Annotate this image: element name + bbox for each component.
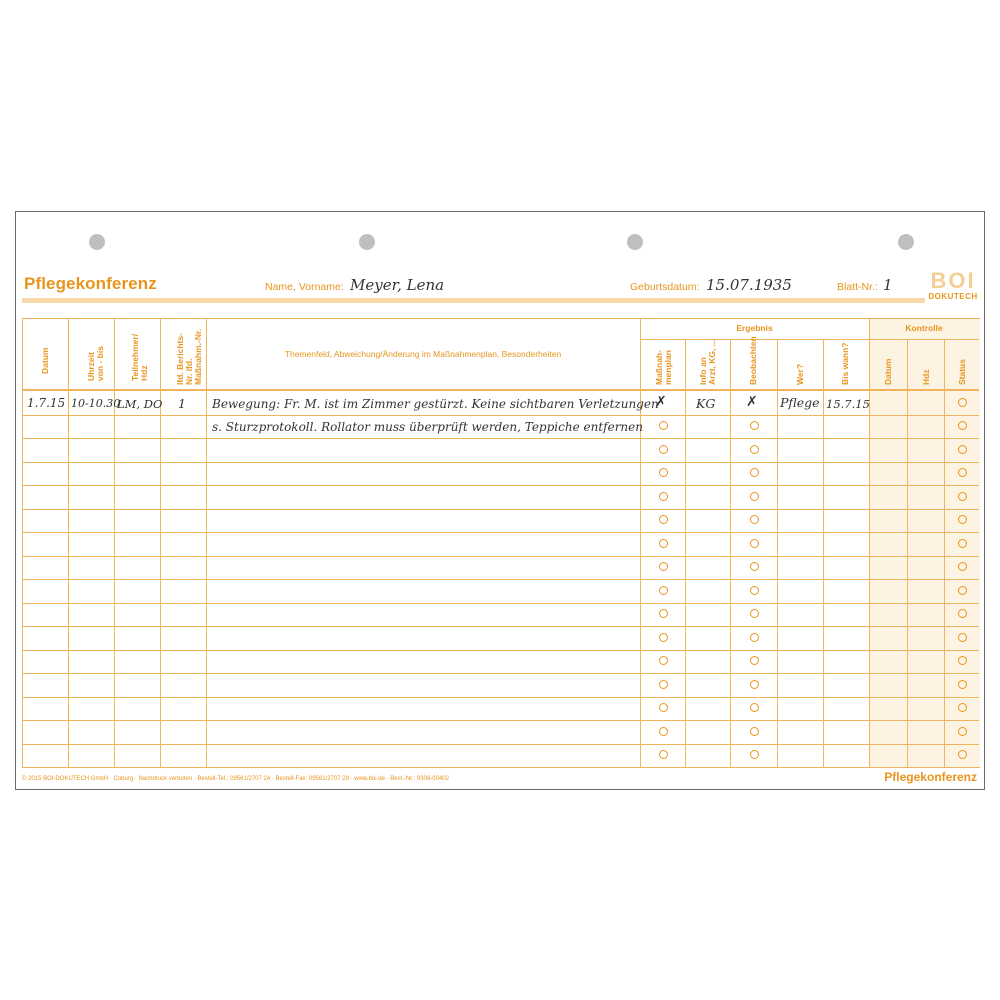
column-divider <box>944 339 945 767</box>
footer-title: Pflegekonferenz <box>884 770 977 784</box>
checkbox-circle[interactable] <box>750 515 759 524</box>
row-line <box>23 556 979 557</box>
row-line <box>23 673 979 674</box>
checkbox-circle[interactable] <box>958 680 967 689</box>
row1-wer[interactable]: Pflege <box>780 395 820 410</box>
checkbox-circle[interactable] <box>659 656 668 665</box>
checkbox-circle[interactable] <box>659 445 668 454</box>
column-divider <box>685 339 686 767</box>
row-line <box>23 720 979 721</box>
footer-imprint: © 2015 BOI-DOKUTECH GmbH · Coburg · Nachdruck verboten · Bestell-Tel.: 09561/2707 24 · Bestell-Fax: 09561/2707 29 · www.boi.de · Best.-Nr.: 9306-00402 <box>22 776 449 782</box>
checkbox-circle[interactable] <box>659 703 668 712</box>
column-divider <box>114 319 115 767</box>
name-label: Name, Vorname: <box>265 281 344 293</box>
row-line <box>23 462 979 463</box>
row1-datum[interactable]: 1.7.15 <box>27 396 66 410</box>
birthdate-value[interactable]: 15.07.1935 <box>706 276 792 294</box>
header-massnahmenplan: Maßnah- menplan <box>654 350 673 385</box>
checkbox-circle[interactable] <box>659 468 668 477</box>
column-divider <box>869 319 870 767</box>
row1-info[interactable]: KG <box>696 396 716 411</box>
header-themenfeld: Themenfeld, Abweichung/Änderung im Maßnahmenplan, Besonderheiten <box>284 349 562 359</box>
checkbox-circle[interactable] <box>958 492 967 501</box>
column-divider <box>206 319 207 767</box>
checkbox-circle[interactable] <box>958 445 967 454</box>
header-kontrolle-hdz: Hdz <box>921 369 931 385</box>
header-ergebnis: Ergebnis <box>736 323 773 333</box>
row1-bis-wann[interactable]: 15.7.15 <box>826 397 870 411</box>
checkbox-circle[interactable] <box>659 680 668 689</box>
row1-themenfeld[interactable]: Bewegung: Fr. M. ist im Zimmer gestürzt. Keine sichtbaren Verletzungen <box>212 397 659 411</box>
checkbox-circle[interactable] <box>750 633 759 642</box>
birthdate-label: Geburtsdatum: <box>630 281 700 293</box>
form-title: Pflegekonferenz <box>24 274 157 293</box>
row1-lfd-nr[interactable]: 1 <box>178 396 186 411</box>
checkbox-circle[interactable] <box>750 468 759 477</box>
header-bottom-line <box>23 389 979 391</box>
checkbox-circle[interactable] <box>750 656 759 665</box>
header-underline <box>22 298 925 303</box>
checkbox-circle[interactable] <box>750 492 759 501</box>
punch-hole <box>359 234 375 250</box>
row-line <box>23 509 979 510</box>
checkbox-circle[interactable] <box>958 586 967 595</box>
header-bis-wann: Bis wann? <box>840 342 850 385</box>
checkbox-circle[interactable] <box>659 727 668 736</box>
checkbox-circle[interactable] <box>659 539 668 548</box>
checkbox-circle[interactable] <box>659 515 668 524</box>
column-divider <box>907 339 908 767</box>
checkbox-circle[interactable] <box>750 727 759 736</box>
row1-uhrzeit[interactable]: 10-10.30 <box>71 397 121 410</box>
row2-themenfeld[interactable]: s. Sturzprotokoll. Rollator muss überprüft werden, Teppiche entfernen <box>212 420 643 434</box>
row-line <box>23 579 979 580</box>
logo-text: DOKUTECH <box>928 292 978 301</box>
conference-table <box>22 318 980 768</box>
checkbox-circle[interactable] <box>659 609 668 618</box>
logo-mark: BOI <box>930 268 976 293</box>
header-kontrolle: Kontrolle <box>905 323 943 333</box>
column-divider <box>68 319 69 767</box>
punch-hole <box>627 234 643 250</box>
row-line <box>23 650 979 651</box>
row-line <box>23 532 979 533</box>
row1-teilnehmer[interactable]: LM, DO <box>117 397 163 411</box>
checkbox-circle[interactable] <box>958 633 967 642</box>
checkbox-circle[interactable] <box>750 609 759 618</box>
sheet-number-value[interactable]: 1 <box>883 276 893 294</box>
checkbox-circle[interactable] <box>659 750 668 759</box>
checkbox-circle[interactable] <box>659 492 668 501</box>
checkbox-circle[interactable] <box>958 727 967 736</box>
row1-beobachten-mark[interactable]: ✗ <box>746 394 758 410</box>
column-divider <box>777 339 778 767</box>
row-line <box>23 697 979 698</box>
checkbox-circle[interactable] <box>750 586 759 595</box>
checkbox-circle[interactable] <box>659 421 668 430</box>
column-divider <box>160 319 161 767</box>
header-beobachten: Beobachten <box>748 336 758 385</box>
header-kontrolle-datum: Datum <box>883 358 893 385</box>
checkbox-circle[interactable] <box>958 539 967 548</box>
row-line <box>23 415 979 416</box>
form-sheet <box>15 211 985 790</box>
header-wer: Wer? <box>795 363 805 385</box>
header-divider <box>640 339 979 340</box>
header-teilnehmer: Teilnehmer/ Hdz <box>130 333 149 381</box>
punch-hole <box>89 234 105 250</box>
column-divider <box>730 339 731 767</box>
checkbox-circle[interactable] <box>659 586 668 595</box>
column-divider <box>823 339 824 767</box>
column-divider <box>640 319 641 767</box>
checkbox-circle[interactable] <box>750 680 759 689</box>
checkbox-circle[interactable] <box>659 562 668 571</box>
boi-dokutech-logo <box>926 270 980 304</box>
checkbox-circle[interactable] <box>750 703 759 712</box>
checkbox-circle[interactable] <box>750 562 759 571</box>
row-line <box>23 485 979 486</box>
row-line <box>23 626 979 627</box>
checkbox-circle[interactable] <box>750 445 759 454</box>
header-info-arzt: Info an Arzt, KG, ... <box>698 339 717 385</box>
checkbox-circle[interactable] <box>958 398 967 407</box>
row-line <box>23 603 979 604</box>
checkbox-circle[interactable] <box>750 750 759 759</box>
header-kontrolle-status: Status <box>957 359 967 385</box>
sheet-number-label: Blatt-Nr.: <box>837 281 878 293</box>
punch-hole <box>898 234 914 250</box>
checkbox-circle[interactable] <box>750 539 759 548</box>
checkbox-circle[interactable] <box>659 633 668 642</box>
checkbox-circle[interactable] <box>750 421 759 430</box>
row-line <box>23 744 979 745</box>
row1-massnahmenplan-mark[interactable]: ✗ <box>655 394 667 410</box>
row-line <box>23 438 979 439</box>
header-lfd-nr: lfd. Berichts-Nr. lfd. Maßnahm.-Nr. <box>175 328 203 385</box>
header-datum: Datum <box>40 347 50 374</box>
header-uhrzeit: Uhrzeit von - bis <box>86 346 105 381</box>
name-value[interactable]: Meyer, Lena <box>350 276 445 294</box>
